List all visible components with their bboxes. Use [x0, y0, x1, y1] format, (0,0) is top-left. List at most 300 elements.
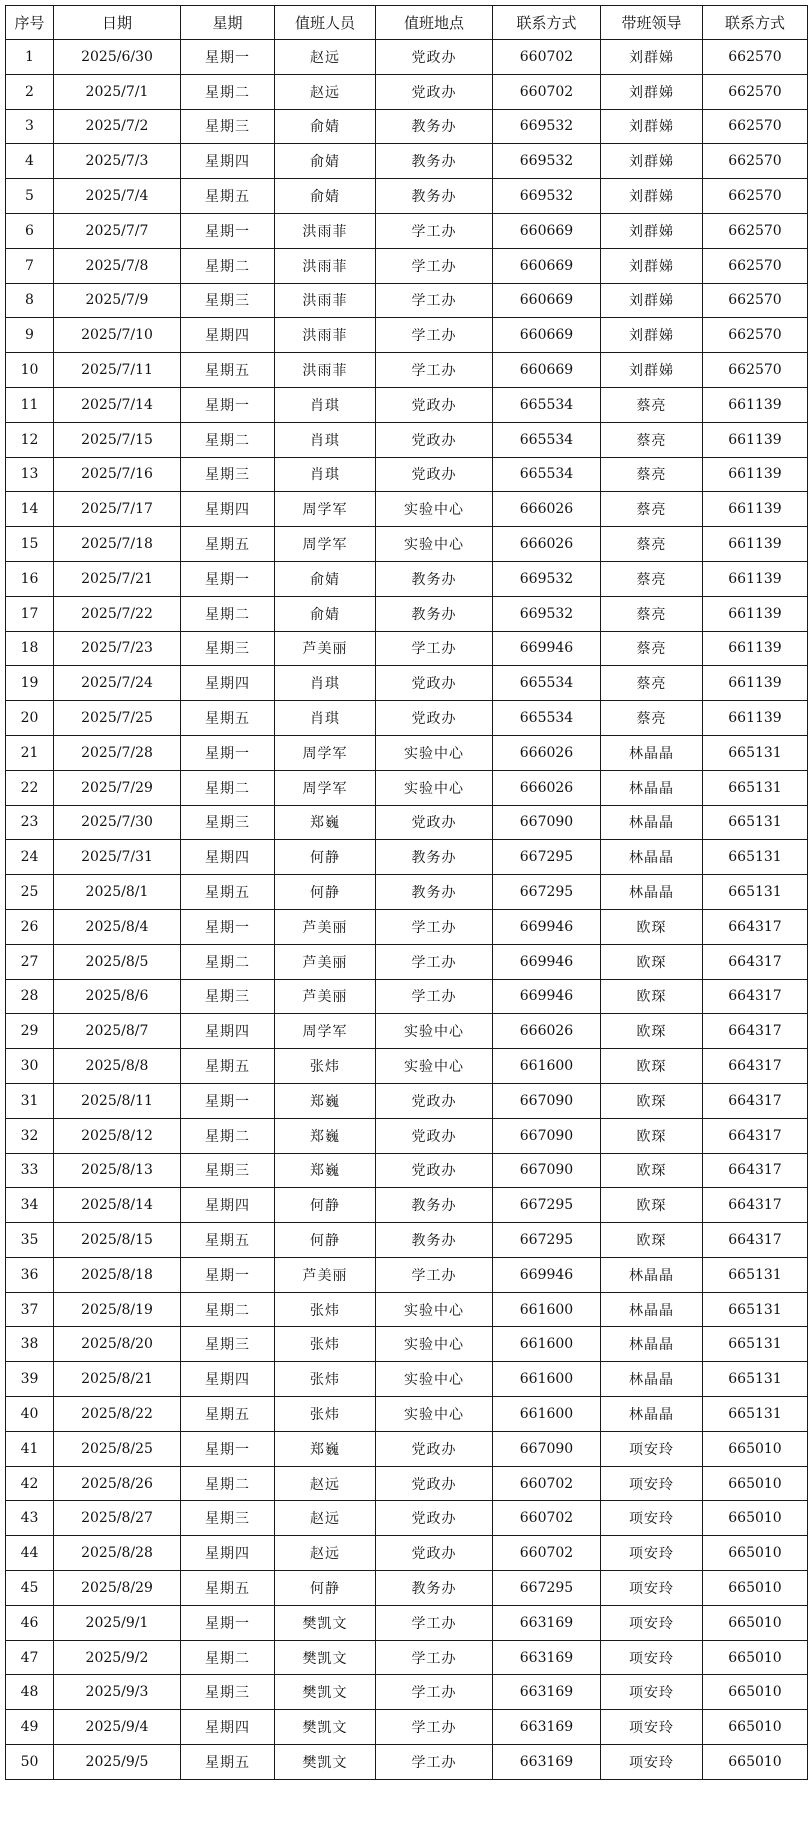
- cell-leader-contact: 664317: [703, 1153, 808, 1188]
- cell-date: 2025/8/25: [54, 1431, 181, 1466]
- cell-leader: 项安玲: [601, 1466, 703, 1501]
- cell-duty-location: 教务办: [376, 144, 493, 179]
- cell-duty-contact: 665534: [493, 701, 601, 736]
- cell-duty-person: 周学军: [275, 1014, 376, 1049]
- cell-weekday: 星期四: [181, 144, 275, 179]
- cell-index: 31: [6, 1083, 54, 1118]
- cell-duty-location: 实验中心: [376, 735, 493, 770]
- cell-leader: 林晶晶: [601, 770, 703, 805]
- table-row: [6, 1501, 808, 1536]
- cell-leader-contact: 664317: [703, 1049, 808, 1084]
- cell-duty-contact: 661600: [493, 1397, 601, 1432]
- cell-leader-contact: 661139: [703, 701, 808, 736]
- cell-date: 2025/8/1: [54, 875, 181, 910]
- cell-date: 2025/8/29: [54, 1571, 181, 1606]
- cell-index: 47: [6, 1640, 54, 1675]
- cell-weekday: 星期五: [181, 527, 275, 562]
- cell-weekday: 星期二: [181, 1466, 275, 1501]
- cell-weekday: 星期三: [181, 979, 275, 1014]
- header-duty-location: 值班地点: [376, 6, 493, 40]
- cell-duty-person: 何静: [275, 1188, 376, 1223]
- cell-leader: 蔡亮: [601, 527, 703, 562]
- cell-duty-contact: 660669: [493, 248, 601, 283]
- table-row: [6, 283, 808, 318]
- cell-weekday: 星期四: [181, 318, 275, 353]
- cell-leader: 林晶晶: [601, 805, 703, 840]
- cell-leader: 刘群娣: [601, 144, 703, 179]
- cell-date: 2025/7/24: [54, 666, 181, 701]
- cell-leader: 林晶晶: [601, 1362, 703, 1397]
- cell-weekday: 星期三: [181, 283, 275, 318]
- cell-leader: 刘群娣: [601, 179, 703, 214]
- cell-duty-person: 郑巍: [275, 1118, 376, 1153]
- cell-date: 2025/9/1: [54, 1605, 181, 1640]
- cell-duty-person: 芦美丽: [275, 909, 376, 944]
- cell-index: 13: [6, 457, 54, 492]
- cell-duty-contact: 666026: [493, 527, 601, 562]
- cell-duty-contact: 667090: [493, 1153, 601, 1188]
- cell-weekday: 星期三: [181, 631, 275, 666]
- cell-duty-location: 教务办: [376, 875, 493, 910]
- table-header-row: [6, 6, 808, 40]
- cell-duty-location: 教务办: [376, 840, 493, 875]
- cell-index: 20: [6, 701, 54, 736]
- cell-leader-contact: 662570: [703, 109, 808, 144]
- cell-leader: 项安玲: [601, 1675, 703, 1710]
- cell-leader: 欧琛: [601, 1049, 703, 1084]
- cell-duty-person: 郑巍: [275, 1083, 376, 1118]
- cell-leader: 蔡亮: [601, 666, 703, 701]
- table-row: [6, 492, 808, 527]
- cell-date: 2025/7/29: [54, 770, 181, 805]
- cell-duty-location: 党政办: [376, 1431, 493, 1466]
- cell-leader-contact: 664317: [703, 944, 808, 979]
- cell-index: 26: [6, 909, 54, 944]
- cell-duty-contact: 667295: [493, 840, 601, 875]
- cell-duty-contact: 669532: [493, 179, 601, 214]
- table-row: [6, 875, 808, 910]
- cell-duty-person: 芦美丽: [275, 1257, 376, 1292]
- cell-leader: 欧琛: [601, 944, 703, 979]
- cell-duty-location: 实验中心: [376, 1014, 493, 1049]
- cell-leader-contact: 661139: [703, 387, 808, 422]
- cell-date: 2025/8/11: [54, 1083, 181, 1118]
- cell-duty-contact: 667295: [493, 1223, 601, 1258]
- cell-duty-contact: 667295: [493, 1188, 601, 1223]
- cell-duty-person: 肖琪: [275, 701, 376, 736]
- cell-index: 35: [6, 1223, 54, 1258]
- cell-leader-contact: 662570: [703, 318, 808, 353]
- cell-index: 29: [6, 1014, 54, 1049]
- cell-duty-contact: 660702: [493, 74, 601, 109]
- cell-duty-contact: 669532: [493, 596, 601, 631]
- cell-date: 2025/9/2: [54, 1640, 181, 1675]
- cell-duty-person: 张炜: [275, 1049, 376, 1084]
- cell-leader-contact: 665010: [703, 1710, 808, 1745]
- cell-weekday: 星期二: [181, 770, 275, 805]
- cell-leader: 林晶晶: [601, 735, 703, 770]
- cell-leader-contact: 661139: [703, 527, 808, 562]
- cell-index: 34: [6, 1188, 54, 1223]
- cell-duty-location: 教务办: [376, 1223, 493, 1258]
- cell-duty-contact: 660702: [493, 1536, 601, 1571]
- cell-index: 40: [6, 1397, 54, 1432]
- cell-duty-contact: 669946: [493, 631, 601, 666]
- cell-index: 10: [6, 353, 54, 388]
- duty-schedule-sheet: [5, 5, 807, 1780]
- cell-duty-person: 芦美丽: [275, 979, 376, 1014]
- cell-leader-contact: 665131: [703, 1257, 808, 1292]
- cell-leader-contact: 662570: [703, 40, 808, 75]
- cell-index: 30: [6, 1049, 54, 1084]
- cell-index: 18: [6, 631, 54, 666]
- cell-duty-location: 党政办: [376, 666, 493, 701]
- cell-leader-contact: 665131: [703, 1362, 808, 1397]
- cell-duty-person: 赵远: [275, 1501, 376, 1536]
- cell-date: 2025/7/30: [54, 805, 181, 840]
- cell-leader-contact: 665010: [703, 1466, 808, 1501]
- cell-weekday: 星期一: [181, 40, 275, 75]
- cell-leader: 蔡亮: [601, 561, 703, 596]
- cell-leader: 蔡亮: [601, 422, 703, 457]
- table-row: [6, 805, 808, 840]
- cell-weekday: 星期二: [181, 596, 275, 631]
- cell-date: 2025/8/27: [54, 1501, 181, 1536]
- cell-weekday: 星期五: [181, 1223, 275, 1258]
- cell-leader-contact: 665131: [703, 770, 808, 805]
- cell-duty-location: 党政办: [376, 701, 493, 736]
- cell-duty-contact: 665534: [493, 422, 601, 457]
- header-duty-person: 值班人员: [275, 6, 376, 40]
- table-row: [6, 840, 808, 875]
- cell-date: 2025/7/25: [54, 701, 181, 736]
- cell-leader-contact: 665131: [703, 840, 808, 875]
- cell-date: 2025/8/22: [54, 1397, 181, 1432]
- table-row: [6, 1640, 808, 1675]
- header-weekday: 星期: [181, 6, 275, 40]
- cell-weekday: 星期二: [181, 1640, 275, 1675]
- duty-schedule-table: [5, 5, 808, 1780]
- cell-leader: 林晶晶: [601, 1257, 703, 1292]
- cell-duty-contact: 663169: [493, 1675, 601, 1710]
- cell-duty-location: 教务办: [376, 109, 493, 144]
- cell-duty-person: 洪雨菲: [275, 283, 376, 318]
- cell-index: 44: [6, 1536, 54, 1571]
- cell-weekday: 星期一: [181, 561, 275, 596]
- cell-duty-person: 肖琪: [275, 422, 376, 457]
- cell-leader-contact: 665131: [703, 875, 808, 910]
- cell-weekday: 星期五: [181, 701, 275, 736]
- table-row: [6, 1745, 808, 1780]
- cell-duty-contact: 660669: [493, 283, 601, 318]
- cell-duty-person: 樊凯文: [275, 1710, 376, 1745]
- cell-date: 2025/8/21: [54, 1362, 181, 1397]
- cell-duty-person: 周学军: [275, 492, 376, 527]
- cell-duty-person: 张炜: [275, 1397, 376, 1432]
- cell-index: 22: [6, 770, 54, 805]
- cell-duty-person: 何静: [275, 840, 376, 875]
- table-row: [6, 944, 808, 979]
- cell-duty-person: 洪雨菲: [275, 318, 376, 353]
- cell-duty-contact: 660702: [493, 40, 601, 75]
- cell-leader: 林晶晶: [601, 840, 703, 875]
- cell-leader: 刘群娣: [601, 248, 703, 283]
- cell-leader-contact: 664317: [703, 1118, 808, 1153]
- cell-index: 4: [6, 144, 54, 179]
- table-row: [6, 527, 808, 562]
- cell-duty-location: 实验中心: [376, 527, 493, 562]
- cell-leader: 欧琛: [601, 1014, 703, 1049]
- cell-duty-contact: 665534: [493, 666, 601, 701]
- cell-leader-contact: 664317: [703, 1083, 808, 1118]
- cell-leader: 欧琛: [601, 1118, 703, 1153]
- cell-leader-contact: 665010: [703, 1431, 808, 1466]
- cell-leader: 项安玲: [601, 1745, 703, 1780]
- cell-date: 2025/7/17: [54, 492, 181, 527]
- cell-date: 2025/7/3: [54, 144, 181, 179]
- cell-date: 2025/8/12: [54, 1118, 181, 1153]
- cell-weekday: 星期三: [181, 1327, 275, 1362]
- cell-duty-location: 学工办: [376, 909, 493, 944]
- cell-duty-contact: 669946: [493, 944, 601, 979]
- cell-index: 9: [6, 318, 54, 353]
- cell-leader: 项安玲: [601, 1536, 703, 1571]
- cell-leader: 林晶晶: [601, 1292, 703, 1327]
- table-row: [6, 1675, 808, 1710]
- table-row: [6, 735, 808, 770]
- cell-duty-contact: 663169: [493, 1745, 601, 1780]
- cell-date: 2025/8/14: [54, 1188, 181, 1223]
- cell-leader-contact: 664317: [703, 979, 808, 1014]
- cell-duty-person: 何静: [275, 875, 376, 910]
- cell-duty-person: 郑巍: [275, 805, 376, 840]
- cell-index: 37: [6, 1292, 54, 1327]
- header-leader-contact: 联系方式: [703, 6, 808, 40]
- cell-date: 2025/7/28: [54, 735, 181, 770]
- cell-duty-location: 实验中心: [376, 1397, 493, 1432]
- cell-duty-person: 俞婧: [275, 179, 376, 214]
- cell-weekday: 星期五: [181, 1049, 275, 1084]
- cell-leader: 项安玲: [601, 1431, 703, 1466]
- cell-index: 39: [6, 1362, 54, 1397]
- cell-leader-contact: 661139: [703, 596, 808, 631]
- cell-leader: 林晶晶: [601, 875, 703, 910]
- cell-weekday: 星期四: [181, 840, 275, 875]
- cell-leader: 欧琛: [601, 1188, 703, 1223]
- table-row: [6, 561, 808, 596]
- cell-index: 14: [6, 492, 54, 527]
- cell-duty-person: 芦美丽: [275, 631, 376, 666]
- cell-leader-contact: 665010: [703, 1571, 808, 1606]
- cell-duty-person: 樊凯文: [275, 1640, 376, 1675]
- cell-duty-person: 何静: [275, 1223, 376, 1258]
- cell-date: 2025/8/20: [54, 1327, 181, 1362]
- cell-duty-person: 赵远: [275, 74, 376, 109]
- cell-duty-contact: 663169: [493, 1640, 601, 1675]
- cell-duty-location: 党政办: [376, 1118, 493, 1153]
- cell-index: 24: [6, 840, 54, 875]
- cell-duty-contact: 660702: [493, 1466, 601, 1501]
- cell-duty-location: 党政办: [376, 1466, 493, 1501]
- cell-index: 32: [6, 1118, 54, 1153]
- cell-leader: 项安玲: [601, 1710, 703, 1745]
- cell-weekday: 星期五: [181, 1397, 275, 1432]
- cell-date: 2025/7/2: [54, 109, 181, 144]
- table-row: [6, 1292, 808, 1327]
- cell-leader-contact: 662570: [703, 74, 808, 109]
- cell-leader: 刘群娣: [601, 40, 703, 75]
- cell-duty-contact: 667295: [493, 1571, 601, 1606]
- cell-weekday: 星期五: [181, 1571, 275, 1606]
- cell-weekday: 星期一: [181, 213, 275, 248]
- cell-duty-location: 学工办: [376, 248, 493, 283]
- cell-index: 1: [6, 40, 54, 75]
- cell-leader: 蔡亮: [601, 492, 703, 527]
- cell-index: 7: [6, 248, 54, 283]
- cell-leader: 项安玲: [601, 1571, 703, 1606]
- cell-date: 2025/7/15: [54, 422, 181, 457]
- cell-index: 45: [6, 1571, 54, 1606]
- cell-leader-contact: 665010: [703, 1745, 808, 1780]
- cell-leader: 项安玲: [601, 1640, 703, 1675]
- cell-date: 2025/7/11: [54, 353, 181, 388]
- cell-duty-location: 党政办: [376, 1501, 493, 1536]
- cell-leader: 欧琛: [601, 909, 703, 944]
- table-row: [6, 422, 808, 457]
- table-row: [6, 770, 808, 805]
- table-row: [6, 248, 808, 283]
- table-row: [6, 1153, 808, 1188]
- cell-leader: 欧琛: [601, 1083, 703, 1118]
- cell-index: 33: [6, 1153, 54, 1188]
- header-index: 序号: [6, 6, 54, 40]
- cell-leader-contact: 665131: [703, 1327, 808, 1362]
- cell-leader: 刘群娣: [601, 74, 703, 109]
- cell-duty-contact: 669946: [493, 909, 601, 944]
- cell-index: 50: [6, 1745, 54, 1780]
- cell-duty-person: 周学军: [275, 527, 376, 562]
- cell-duty-location: 党政办: [376, 805, 493, 840]
- cell-leader: 项安玲: [601, 1605, 703, 1640]
- cell-weekday: 星期一: [181, 1083, 275, 1118]
- cell-leader: 欧琛: [601, 1223, 703, 1258]
- cell-duty-person: 肖琪: [275, 457, 376, 492]
- cell-leader-contact: 661139: [703, 457, 808, 492]
- cell-duty-person: 张炜: [275, 1327, 376, 1362]
- cell-date: 2025/8/15: [54, 1223, 181, 1258]
- cell-duty-contact: 661600: [493, 1327, 601, 1362]
- cell-date: 2025/8/13: [54, 1153, 181, 1188]
- cell-leader-contact: 661139: [703, 422, 808, 457]
- cell-leader-contact: 662570: [703, 248, 808, 283]
- cell-leader-contact: 664317: [703, 1014, 808, 1049]
- cell-duty-location: 学工办: [376, 1257, 493, 1292]
- cell-duty-location: 学工办: [376, 979, 493, 1014]
- cell-duty-contact: 669946: [493, 1257, 601, 1292]
- table-row: [6, 909, 808, 944]
- cell-leader: 刘群娣: [601, 283, 703, 318]
- cell-weekday: 星期一: [181, 1257, 275, 1292]
- cell-duty-contact: 660669: [493, 318, 601, 353]
- table-row: [6, 1049, 808, 1084]
- cell-duty-person: 周学军: [275, 735, 376, 770]
- cell-duty-location: 学工办: [376, 283, 493, 318]
- cell-duty-person: 樊凯文: [275, 1605, 376, 1640]
- cell-date: 2025/8/8: [54, 1049, 181, 1084]
- cell-duty-person: 张炜: [275, 1292, 376, 1327]
- cell-weekday: 星期一: [181, 909, 275, 944]
- cell-leader-contact: 665010: [703, 1640, 808, 1675]
- table-row: [6, 1118, 808, 1153]
- cell-duty-location: 实验中心: [376, 1292, 493, 1327]
- cell-date: 2025/9/4: [54, 1710, 181, 1745]
- cell-date: 2025/7/14: [54, 387, 181, 422]
- cell-duty-person: 赵远: [275, 1466, 376, 1501]
- table-row: [6, 318, 808, 353]
- table-row: [6, 596, 808, 631]
- cell-index: 36: [6, 1257, 54, 1292]
- cell-duty-contact: 660702: [493, 1501, 601, 1536]
- table-row: [6, 1605, 808, 1640]
- cell-date: 2025/7/18: [54, 527, 181, 562]
- cell-leader-contact: 662570: [703, 353, 808, 388]
- cell-index: 19: [6, 666, 54, 701]
- table-row: [6, 74, 808, 109]
- cell-weekday: 星期二: [181, 422, 275, 457]
- cell-duty-location: 学工办: [376, 631, 493, 666]
- table-row: [6, 1536, 808, 1571]
- cell-duty-contact: 666026: [493, 735, 601, 770]
- cell-duty-person: 周学军: [275, 770, 376, 805]
- cell-duty-location: 实验中心: [376, 1327, 493, 1362]
- cell-leader: 刘群娣: [601, 213, 703, 248]
- cell-index: 38: [6, 1327, 54, 1362]
- header-date: 日期: [54, 6, 181, 40]
- cell-leader: 林晶晶: [601, 1397, 703, 1432]
- cell-weekday: 星期四: [181, 1188, 275, 1223]
- cell-leader-contact: 662570: [703, 283, 808, 318]
- cell-duty-location: 党政办: [376, 387, 493, 422]
- table-row: [6, 387, 808, 422]
- cell-weekday: 星期五: [181, 179, 275, 214]
- table-row: [6, 179, 808, 214]
- table-row: [6, 1257, 808, 1292]
- cell-weekday: 星期三: [181, 457, 275, 492]
- cell-duty-person: 何静: [275, 1571, 376, 1606]
- cell-date: 2025/8/5: [54, 944, 181, 979]
- cell-date: 2025/6/30: [54, 40, 181, 75]
- cell-date: 2025/7/9: [54, 283, 181, 318]
- header-leader: 带班领导: [601, 6, 703, 40]
- cell-weekday: 星期三: [181, 805, 275, 840]
- cell-leader: 欧琛: [601, 979, 703, 1014]
- cell-weekday: 星期四: [181, 492, 275, 527]
- table-row: [6, 1327, 808, 1362]
- cell-index: 49: [6, 1710, 54, 1745]
- cell-duty-location: 党政办: [376, 457, 493, 492]
- cell-duty-contact: 663169: [493, 1710, 601, 1745]
- cell-date: 2025/7/10: [54, 318, 181, 353]
- cell-weekday: 星期二: [181, 1118, 275, 1153]
- cell-index: 48: [6, 1675, 54, 1710]
- cell-weekday: 星期五: [181, 353, 275, 388]
- cell-date: 2025/7/16: [54, 457, 181, 492]
- header-duty-contact: 联系方式: [493, 6, 601, 40]
- cell-index: 46: [6, 1605, 54, 1640]
- cell-weekday: 星期五: [181, 1745, 275, 1780]
- cell-duty-person: 樊凯文: [275, 1745, 376, 1780]
- cell-duty-location: 学工办: [376, 1745, 493, 1780]
